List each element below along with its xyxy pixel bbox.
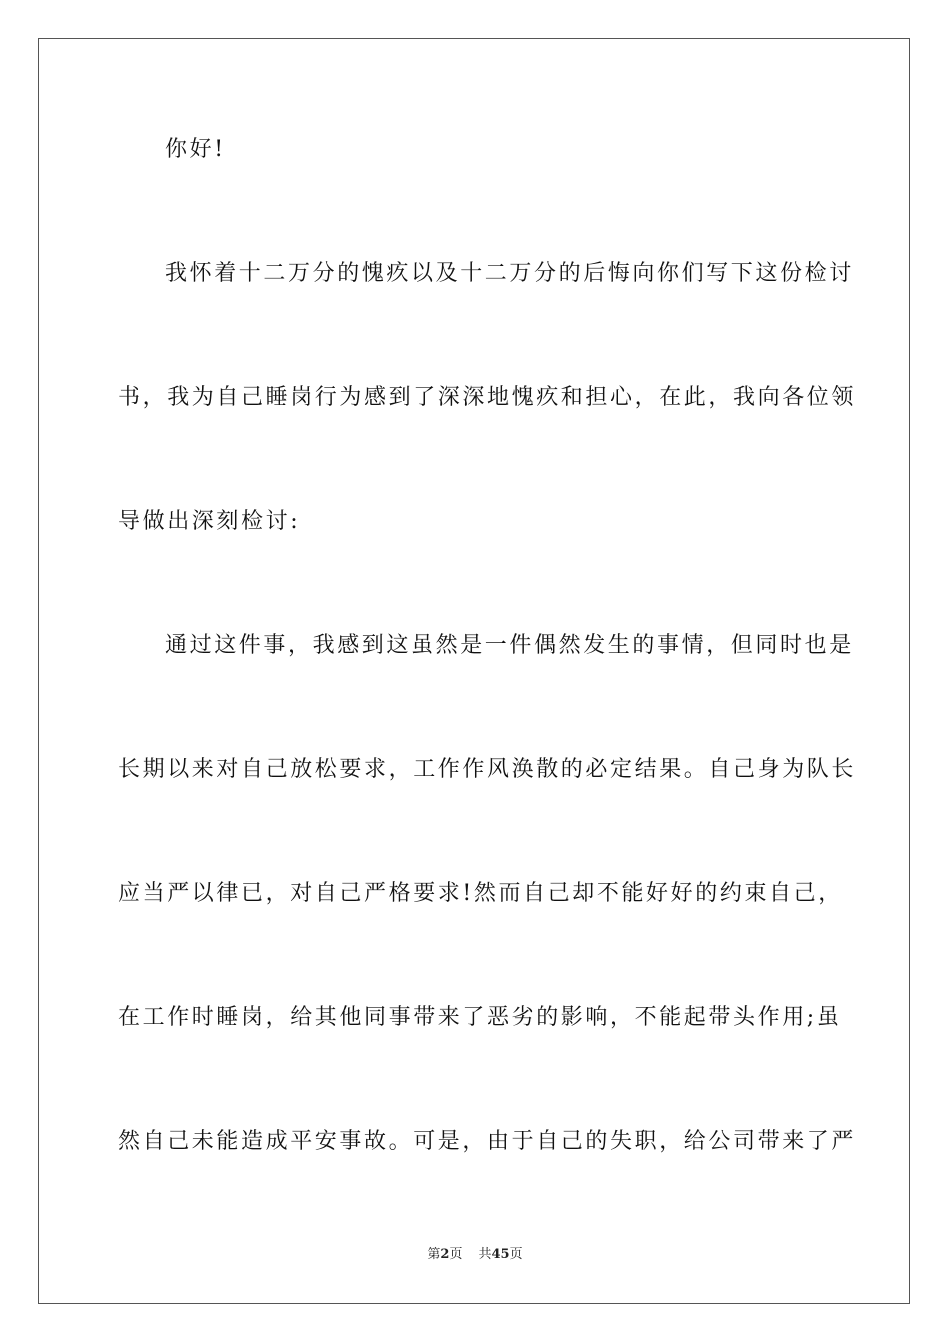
body-line-3: 导做出深刻检讨: [118, 509, 301, 534]
body-line-7: 在工作时睡岗，给其他同事带来了恶劣的影响，不能起带头作用;虽 [118, 1005, 842, 1030]
body-line-6: 应当严以律已，对自己严格要求!然而自己却不能好好的约束自己， [118, 881, 843, 906]
page-border [38, 38, 910, 1304]
page-footer [0, 1246, 950, 1264]
footer-page-number: 2 [440, 1247, 450, 1262]
footer-total-pages: 45 [491, 1247, 510, 1262]
greeting-line: 你好! [165, 137, 226, 162]
footer-total-suffix: 页 [509, 1247, 523, 1262]
body-line-5: 长期以来对自己放松要求，工作作风涣散的必定结果。自己身为队长 [118, 757, 857, 782]
body-line-1: 我怀着十二万分的愧疚以及十二万分的后悔向你们写下这份检讨 [165, 261, 854, 286]
footer-page-suffix: 页 [449, 1247, 463, 1262]
footer-page-prefix: 第 [427, 1247, 441, 1262]
body-line-4: 通过这件事，我感到这虽然是一件偶然发生的事情，但同时也是 [165, 633, 854, 658]
body-line-2: 书，我为自己睡岗行为感到了深深地愧疚和担心，在此，我向各位领 [118, 385, 857, 410]
footer-total-prefix: 共 [478, 1247, 492, 1262]
body-line-8: 然自己未能造成平安事故。可是，由于自己的失职，给公司带来了严 [118, 1129, 857, 1154]
